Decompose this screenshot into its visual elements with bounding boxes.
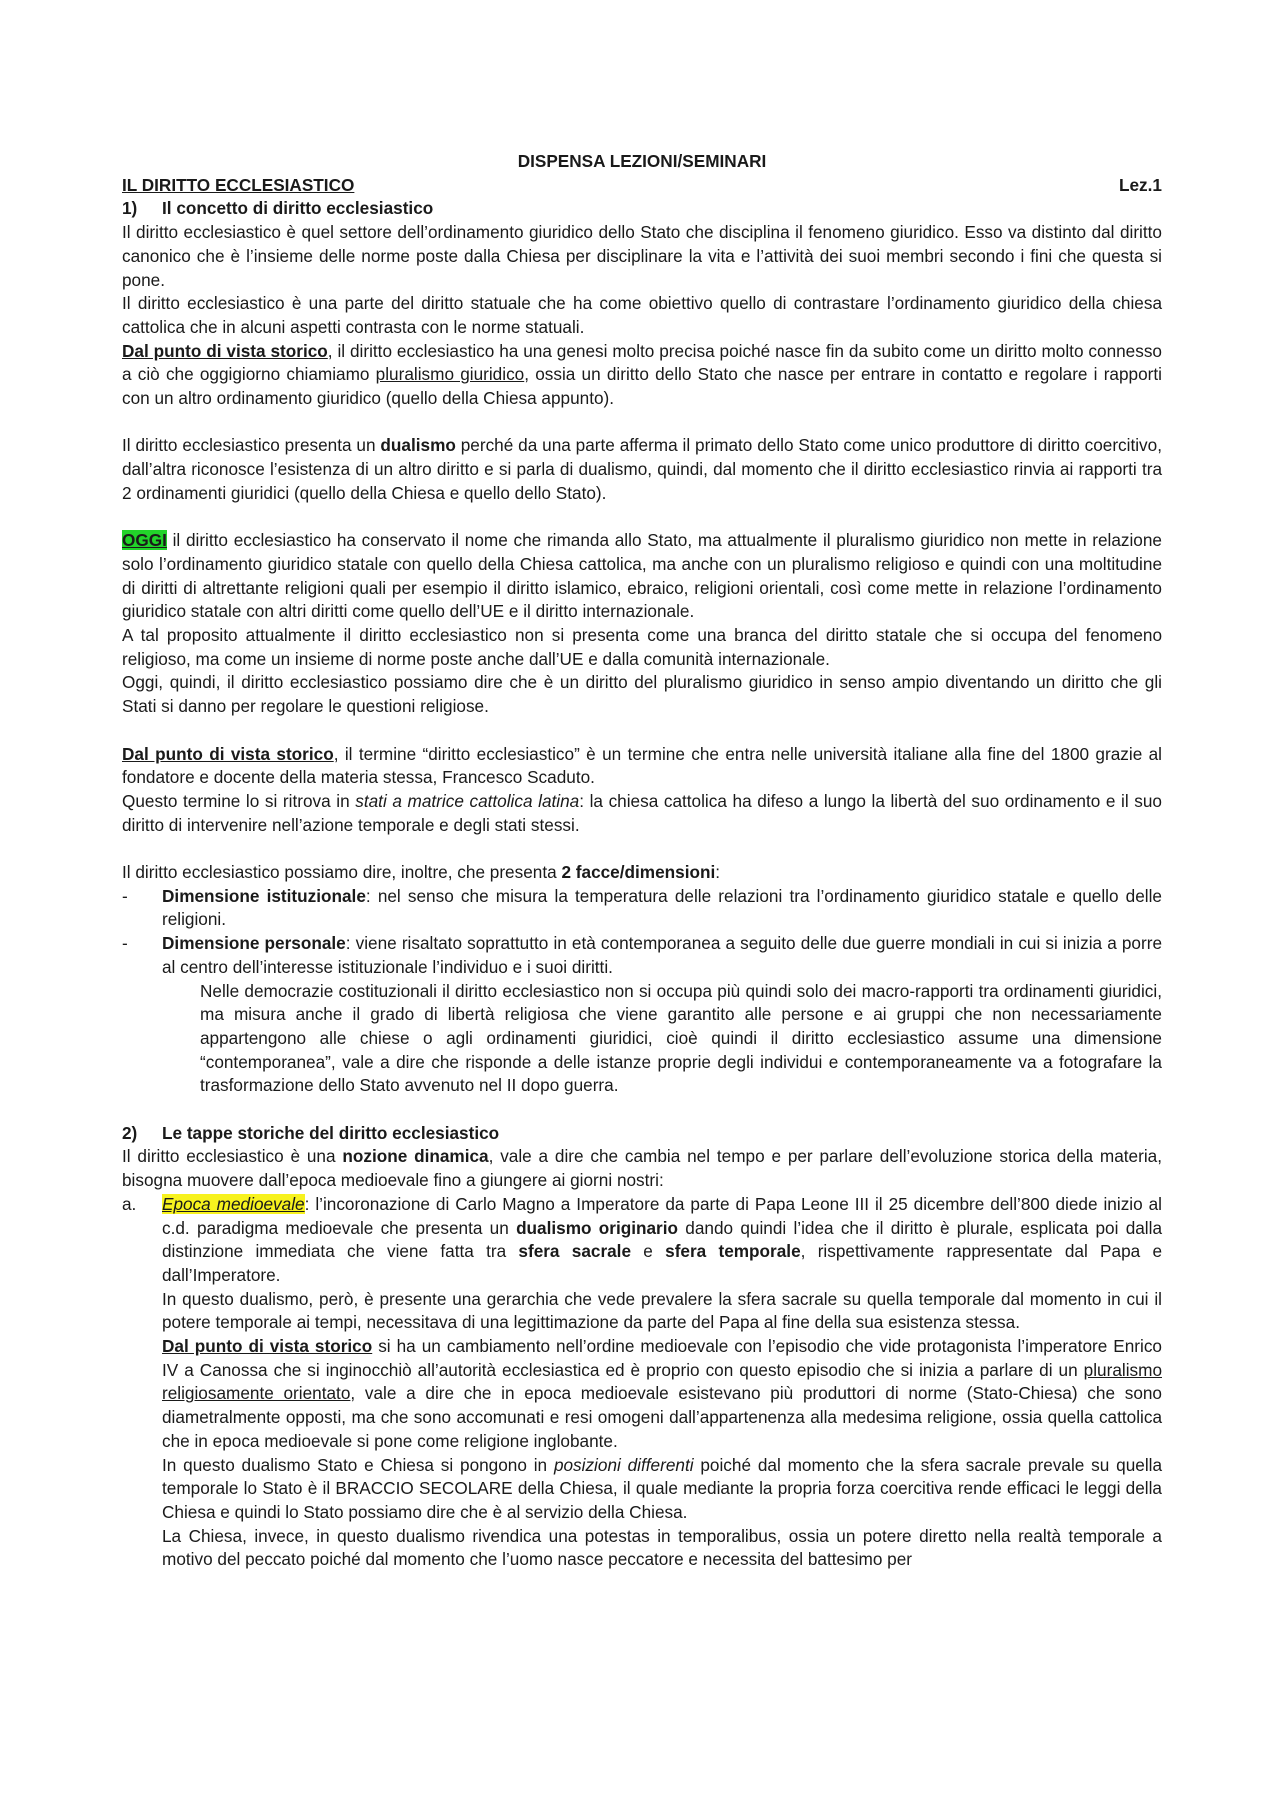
text-run: dando quindi l’idea che il diritto è plurale, esplicata poi dalla distinzione immediata che viene fatta tra (162, 1217, 1163, 1262)
paragraph: Il diritto ecclesiastico è quel settore dell’ordinamento giuridico dello Stato che disciplina il fenomeno giuridico. Esso va distinto dal diritto canonico che è l’insieme delle norme poste dalla Chiesa per disciplinare la vita e l’attività dei suoi membri secondo i fini che questa si pone. (122, 222, 1162, 290)
italic-term: posizioni differenti (553, 1454, 694, 1475)
bold-term: dualismo originario (516, 1217, 679, 1238)
list-item-text (162, 932, 1162, 979)
text-run: , ossia un diritto dello Stato che nasce per entrare in contatto e regolare i rapporti con un altro ordinamento giuridico (quello della Chiesa appunto). (122, 364, 1162, 409)
highlighted-term: Epoca medioevale (162, 1193, 305, 1214)
text-run: , il diritto ecclesiastico ha una genesi molto precisa poiché nasce fin da subito come un diritto molto connesso a ciò che oggigiorno chiamiamo (122, 340, 1162, 385)
document-heading-row (122, 174, 1162, 198)
paragraph (122, 1145, 1162, 1192)
paragraph (122, 529, 1162, 624)
list-bullet: - (122, 885, 128, 906)
section-title: Il concetto di diritto ecclesiastico (162, 198, 434, 219)
text-run: il diritto ecclesiastico ha conservato il nome che rimanda allo Stato, ma attualmente il pluralismo giuridico non mette in relazione solo l’ordinamento giuridico statale con quello della Chiesa cattolica, ma anche con un pluralismo religioso e quindi con una moltitudine di diritti di altrettante religioni quali per esempio il diritto islamico, ebraico, religioni orientali, così come mette in relazione l’ordinamento giuridico statale con altri diritti come quello dell’UE e il diritto internazionale. (122, 530, 1162, 622)
spacer (122, 1098, 1162, 1122)
spacer (122, 506, 1162, 530)
bold-term: sfera temporale (665, 1241, 801, 1262)
paragraph (122, 790, 1162, 837)
document-title: DISPENSA LEZIONI/SEMINARI (517, 151, 767, 171)
text-run: : nel senso che misura la temperatura delle relazioni tra l’ordinamento giuridico statale e quello delle religioni. (162, 885, 1162, 930)
paragraph (122, 434, 1162, 505)
paragraph: Oggi, quindi, il diritto ecclesiastico possiamo dire che è un diritto del pluralismo giuridico in senso ampio diventando un diritto che gli Stati si danno per regolare le questioni religiose. (122, 672, 1162, 717)
paragraph: A tal proposito attualmente il diritto ecclesiastico non si presenta come una branca del diritto statale che si occupa del fenomeno religioso, ma come un insieme di norme poste anche dall’UE e dalla comunità internazionale. (122, 625, 1162, 669)
list-item (122, 1193, 1162, 1572)
spacer (122, 837, 1162, 861)
italic-term: stati a matrice cattolica latina (355, 790, 580, 811)
indented-paragraph: Nelle democrazie costituzionali il diritto ecclesiastico non si occupa più quindi solo dei macro-rapporti tra ordinamenti giuridici, ma misura anche il grado di libertà religiosa che viene garantito alle persone e ai gruppi che non necessariamente appartengono alle chiese o agli ordinamenti giuridici, cioè quindi il diritto ecclesiastico assume una dimensione “contemporanea”, vale a dire che risponde a delle istanze proprie degli individui e contemporaneamente va a fotografare la trasformazione dello Stato avvenuto nel II dopo guerra. (200, 980, 1162, 1096)
list-item-text (162, 1193, 1162, 1288)
text-run: : la chiesa cattolica ha difeso a lungo la libertà del suo ordinamento e il suo diritto di intervenire nell’azione temporale e degli stati stessi. (122, 790, 1162, 835)
spacer (122, 411, 1162, 435)
highlighted-term: OGGI (122, 530, 167, 551)
text-run: Il diritto ecclesiastico possiamo dire, inoltre, che presenta (122, 862, 562, 883)
emphasis-text: Dal punto di vista storico (122, 743, 334, 764)
list-bullet: - (122, 933, 128, 954)
document-heading: IL DIRITTO ECCLESIASTICO (122, 174, 355, 195)
bold-term: Dimensione istituzionale (162, 885, 366, 906)
bold-term: Dimensione personale (162, 933, 346, 954)
list-item (122, 885, 1162, 932)
text-run: , rispettivamente rappresentate dal Papa e dall’Imperatore. (162, 1241, 1163, 1285)
paragraph (122, 340, 1162, 411)
text-run: : viene risaltato soprattutto in età contemporanea a seguito delle due guerre mondiali in cui si inizia a porre al centro dell’interesse istituzionale l’individuo e i suoi diritti. (162, 933, 1162, 977)
underlined-term: pluralismo giuridico (375, 364, 525, 385)
list-item-body (162, 1193, 1162, 1572)
list-item-text: In questo dualismo, però, è presente una gerarchia che vede prevalere la sfera sacrale su quella temporale dal momento in cui il potere temporale ai tempi, necessitava di una legittimazione da parte del Papa al fine della sua esistenza stessa. (162, 1288, 1162, 1333)
bold-term: dualismo (380, 435, 456, 456)
text-run: Questo termine lo si ritrova in (122, 790, 356, 811)
emphasis-text: Dal punto di vista storico (122, 340, 328, 361)
bold-term: nozione dinamica (342, 1146, 489, 1167)
text-run: e (631, 1241, 666, 1262)
text-run: , vale a dire che cambia nel tempo e per parlare dell’evoluzione storica della materia, bisogna muovere dall’epoca medioevale fino a giungere ai giorni nostri: (122, 1146, 1162, 1191)
document-page (122, 150, 1162, 1572)
list-marker: a. (122, 1193, 137, 1214)
paragraph (122, 743, 1162, 790)
bold-term: 2 facce/dimensioni (561, 862, 716, 883)
list-item-text: La Chiesa, invece, in questo dualismo rivendica una potestas in temporalibus, ossia un potere diretto nella realtà temporale a motivo del peccato poiché dal momento che l’uomo nasce peccatore e necessita del battesimo per (162, 1525, 1162, 1570)
list-item-text (162, 1335, 1162, 1454)
section-number: 1) (122, 198, 138, 219)
text-run: In questo dualismo Stato e Chiesa si pongono in (162, 1454, 554, 1475)
list-item (122, 932, 1162, 979)
paragraph: Il diritto ecclesiastico è una parte del diritto statuale che ha come obiettivo quello di contrastare l’ordinamento giuridico della chiesa cattolica che in alcuni aspetti contrasta con le norme statuali. (122, 293, 1162, 337)
text-run: Il diritto ecclesiastico è una (122, 1146, 343, 1167)
text-run: Il diritto ecclesiastico presenta un (122, 435, 381, 456)
text-run: : l’incoronazione di Carlo Magno a Imperatore da parte di Papa Leone III il 25 dicembre dell’800 diede inizio al c.d. paradigma medioevale che presenta un (162, 1193, 1162, 1238)
spacer (122, 719, 1162, 743)
bold-term: sfera sacrale (518, 1241, 632, 1262)
underlined-term: pluralismo religiosamente orientato (162, 1359, 1162, 1404)
text-run: , il termine “diritto ecclesiastico” è un termine che entra nelle università italiane alla fine del 1800 grazie al fondatore e docente della materia stessa, Francesco Scaduto. (122, 743, 1162, 788)
section-title: Le tappe storiche del diritto ecclesiastico (162, 1122, 500, 1143)
section-2-heading (122, 1122, 1162, 1146)
paragraph (122, 861, 1162, 885)
text-run: , vale a dire che in epoca medioevale esistevano più produttori di norme (Stato-Chiesa) che sono diametralmente opposti, ma che sono accomunati e resi omogeni dall’appartenenza alla medesima religione, ossia quella cattolica che in epoca medioevale si pone come religione inglobante. (162, 1383, 1162, 1451)
text-run: poiché dal momento che la sfera sacrale prevale su quella temporale lo Stato è il BRACCIO SECOLARE della Chiesa, il quale mediante la propria forza coercitiva rende efficaci le leggi della Chiesa e quindi lo Stato possiamo dire che è al servizio della Chiesa. (162, 1454, 1163, 1522)
list-item-text (162, 1454, 1162, 1525)
emphasis-text: Dal punto di vista storico (162, 1336, 373, 1357)
text-run: perché da una parte afferma il primato dello Stato come unico produttore di diritto coercitivo, dall’altra riconosce l’esistenza di un altro diritto e si parla di dualismo, quindi, dal momento che il diritto ecclesiastico rinvia ai rapporti tra 2 ordinamenti giuridici (quello della Chiesa e quello dello Stato). (122, 435, 1162, 503)
list-item-text (162, 885, 1162, 932)
text-run: : (715, 862, 721, 883)
section-number: 2) (122, 1122, 138, 1143)
lesson-label: Lez.1 (1119, 174, 1162, 195)
section-1-heading (122, 197, 1162, 221)
text-run: si ha un cambiamento nell’ordine medioevale con l’episodio che vide protagonista l’imperatore Enrico IV a Canossa che si inginocchiò all’autorità ecclesiastica ed è proprio con questo episodio che si inizia a parlare di un (162, 1336, 1162, 1380)
